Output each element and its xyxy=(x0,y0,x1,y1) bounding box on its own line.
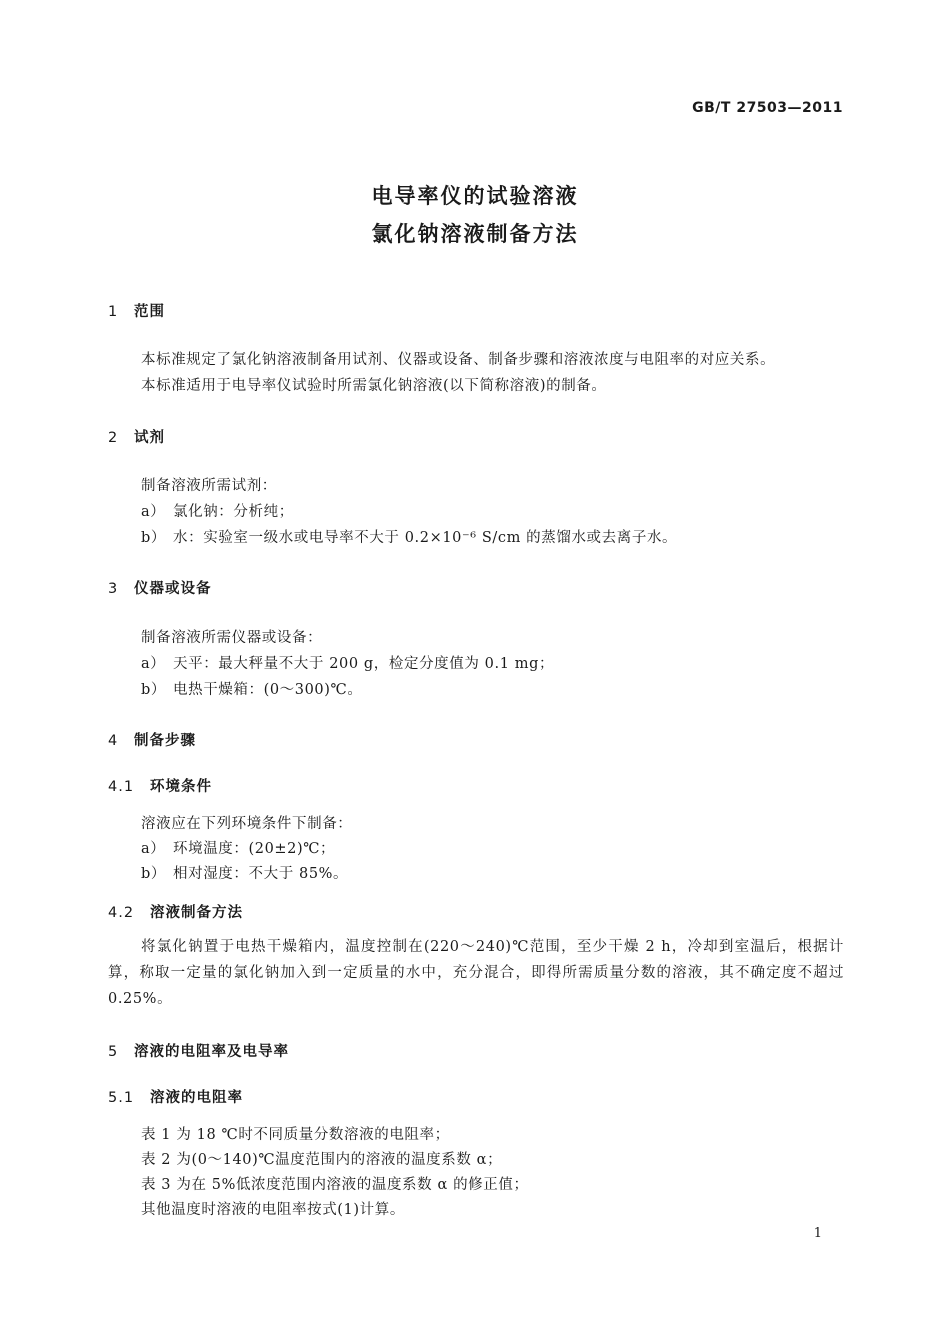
list-text: 水：实验室一级水或电导率不大于 0.2×10⁻⁶ S/cm 的蒸馏水或去离子水。 xyxy=(173,530,678,546)
section-2-heading xyxy=(108,426,165,447)
list-marker: b） xyxy=(141,682,166,698)
section-title: 仪器或设备 xyxy=(134,581,212,597)
list-item xyxy=(141,678,362,699)
list-marker: a） xyxy=(141,841,166,857)
section-3-heading xyxy=(108,577,212,598)
section-number: 5 xyxy=(108,1044,119,1060)
section-number: 3 xyxy=(108,581,119,597)
section-5-heading xyxy=(108,1040,289,1061)
section-3-intro: 制备溶液所需仪器或设备： xyxy=(141,630,323,646)
list-text: 天平：最大秤量不大于 200 g，检定分度值为 0.1 mg； xyxy=(173,656,555,672)
section-4-2-paragraph: 将氯化钠置于电热干燥箱内，温度控制在(220～240)℃范围，至少干燥 2 h，冷却到室温后，根据计算，称取一定量的氯化钠加入到一定质量的水中，充分混合，即得所需质量分数的溶液，其不确定度不超过 0.25%。 xyxy=(108,939,844,1007)
section-title: 溶液制备方法 xyxy=(150,905,243,921)
section-5-1-line: 表 2 为(0～140)℃温度范围内的溶液的温度系数 α； xyxy=(141,1152,503,1168)
section-number: 1 xyxy=(108,304,119,320)
section-title: 范围 xyxy=(134,304,165,320)
section-number: 4.1 xyxy=(108,779,135,795)
section-title: 制备步骤 xyxy=(134,733,196,749)
list-item xyxy=(141,526,677,547)
list-text: 环境温度：(20±2)℃； xyxy=(173,841,336,857)
list-item xyxy=(141,862,348,883)
section-title: 溶液的电阻率及电导率 xyxy=(134,1044,289,1060)
list-item xyxy=(141,837,335,858)
section-4-1-intro: 溶液应在下列环境条件下制备： xyxy=(141,816,353,832)
section-number: 4.2 xyxy=(108,905,135,921)
section-number: 4 xyxy=(108,733,119,749)
list-marker: b） xyxy=(141,866,166,882)
section-1-heading xyxy=(108,300,165,321)
section-4-2-heading xyxy=(108,901,243,922)
section-5-1-heading xyxy=(108,1086,243,1107)
page-number: 1 xyxy=(813,1226,822,1241)
section-2-intro: 制备溶液所需试剂： xyxy=(141,478,277,494)
section-number: 5.1 xyxy=(108,1090,135,1106)
section-5-1-line: 其他温度时溶液的电阻率按式(1)计算。 xyxy=(141,1202,405,1218)
list-marker: a） xyxy=(141,504,166,520)
list-item xyxy=(141,652,554,673)
document-title-line2: 氯化钠溶液制备方法 xyxy=(371,222,579,246)
section-5-1-line: 表 3 为在 5%低浓度范围内溶液的温度系数 α 的修正值； xyxy=(141,1177,529,1193)
section-title: 环境条件 xyxy=(150,779,212,795)
document-title-line1: 电导率仪的试验溶液 xyxy=(371,184,579,208)
section-4-1-heading xyxy=(108,775,212,796)
list-marker: a） xyxy=(141,656,166,672)
section-title: 试剂 xyxy=(134,430,165,446)
section-5-1-line: 表 1 为 18 ℃时不同质量分数溶液的电阻率； xyxy=(141,1127,450,1143)
section-1-paragraph-2: 本标准适用于电导率仪试验时所需氯化钠溶液(以下简称溶液)的制备。 xyxy=(141,378,607,394)
section-number: 2 xyxy=(108,430,119,446)
section-1-paragraph-1: 本标准规定了氯化钠溶液制备用试剂、仪器或设备、制备步骤和溶液浓度与电阻率的对应关系。 xyxy=(141,352,776,368)
section-4-heading xyxy=(108,729,196,750)
list-text: 电热干燥箱：(0～300)℃。 xyxy=(173,682,363,698)
list-marker: b） xyxy=(141,530,166,546)
standard-number: GB/T 27503—2011 xyxy=(692,100,843,116)
section-title: 溶液的电阻率 xyxy=(150,1090,243,1106)
list-text: 相对湿度：不大于 85%。 xyxy=(173,866,349,882)
list-text: 氯化钠：分析纯； xyxy=(173,504,294,520)
list-item xyxy=(141,500,294,521)
